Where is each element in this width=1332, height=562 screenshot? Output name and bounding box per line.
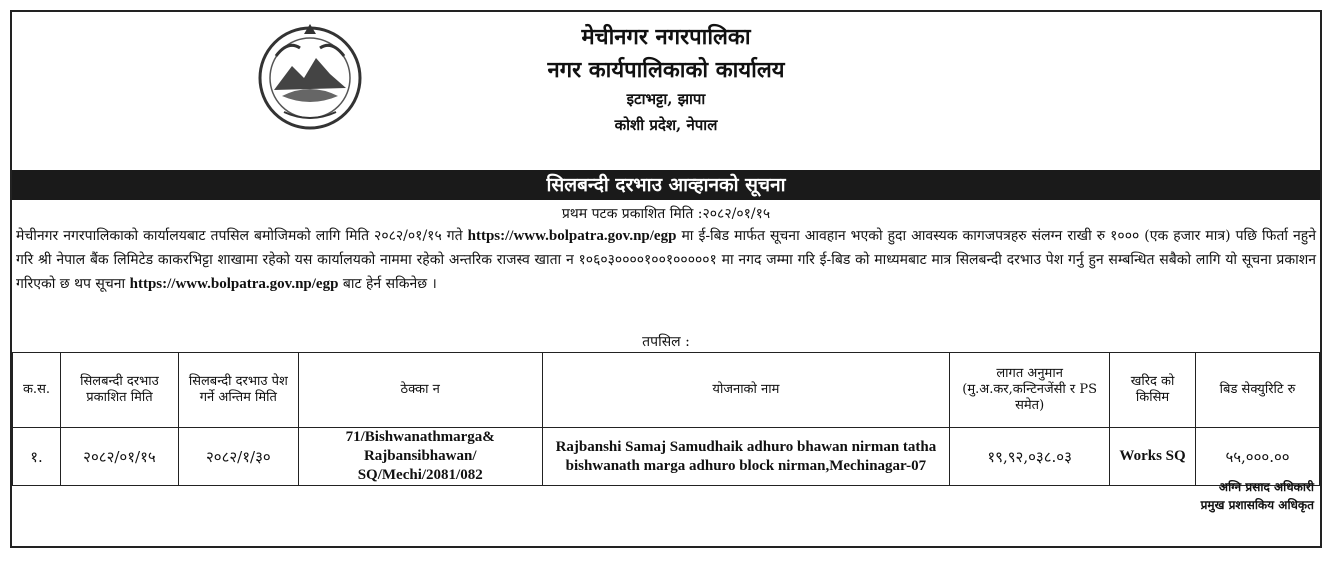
col-header-contract-no: ठेक्का न [298, 353, 542, 428]
col-header-published-date: सिलबन्दी दरभाउ प्रकाशित मिति [60, 353, 178, 428]
col-header-bid-security: बिड सेक्युरिटि रु [1196, 353, 1320, 428]
notice-title-banner: सिलबन्दी दरभाउ आव्हानको सूचना [12, 170, 1320, 200]
signatory-title: प्रमुख प्रशासकिय अधिकृत [1200, 498, 1314, 512]
table-row [13, 428, 1320, 486]
body-text-part2: मा ई-बिड मार्फत सूचना आवहान भएको हुदा आवस्यक कागजपत्रहरु संलग्न राखी रु १००० (एक हजार मात्र) पछि फिर्ता नहुने गरि श्री नेपाल बैंक लिमिटेड काकरभिट्टा शाखामा रहेको यस कार्यालयको नाममा रहेको अन्तरिक राजस्व खाता न १०६०३००००१००१०००००१ मा नगद जम्मा गरि ई-बिड को माध्यमबाट मात्र सिलबन्दी दरभाउ पेश गर्नु हुन सम्बन्धित सबैको लागि यो सूचना प्रकाशन गरिएको छ थप सूचना [16, 228, 1317, 292]
signatory-name: अग्नि प्रसाद अधिकारी [1218, 480, 1314, 494]
cell-procurement-type: Works SQ [1110, 428, 1196, 486]
cell-contract-no: 71/Bishwanathmarga& Rajbansibhawan/ SQ/Mechi/2081/082 [298, 428, 542, 486]
municipality-name: मेचीनगर नगरपालिका [581, 24, 751, 50]
cell-published-date: २०८२/०१/१५ [60, 428, 178, 486]
col-header-project-name: योजनाको नाम [542, 353, 950, 428]
office-name: नगर कार्यपालिकाको कार्यालय [547, 57, 785, 83]
cell-sn: १. [13, 428, 61, 486]
bid-table [12, 352, 1320, 486]
office-titles [12, 20, 1320, 138]
egp-link-2[interactable]: https://www.bolpatra.gov.np/egp [129, 276, 339, 292]
body-text-part3: बाट हेर्न सकिनेछ । [342, 276, 437, 292]
notice-header [12, 12, 1320, 168]
cell-cost-estimate: १९,९२,०३८.०३ [950, 428, 1110, 486]
cell-deadline: २०८२/१/३० [178, 428, 298, 486]
col-header-sn: क.स. [13, 353, 61, 428]
body-text-part1: मेचीनगर नगरपालिकाको कार्यालयबाट तपसिल बमोजिमको लागि मिति २०८२/०१/१५ गते [16, 228, 463, 244]
notice-body [16, 224, 1316, 296]
cell-bid-security: ५५,०००.०० [1196, 428, 1320, 486]
office-location: इटाभट्टा, झापा [626, 90, 706, 108]
col-header-cost-estimate: लागत अनुमान (मु.अ.कर,कन्टिनजेंसी र PS समेत) [950, 353, 1110, 428]
notice-frame [10, 10, 1322, 548]
province-country: कोशी प्रदेश, नेपाल [614, 116, 718, 134]
col-header-deadline: सिलबन्दी दरभाउ पेश गर्ने अन्तिम मिति [178, 353, 298, 428]
signature-block [1201, 478, 1314, 514]
publication-date: प्रथम पटक प्रकाशित मिति :२०८२/०१/१५ [561, 206, 771, 222]
cell-project-name: Rajbanshi Samaj Samudhaik adhuro bhawan nirman tatha bishwanath marga adhuro block nirman,Mechinagar-07 [542, 428, 950, 486]
table-header-row [13, 353, 1320, 428]
col-header-procurement-type: खरिद को किसिम [1110, 353, 1196, 428]
details-label: तपसिल : [642, 334, 690, 350]
egp-link[interactable]: https://www.bolpatra.gov.np/egp [467, 228, 677, 244]
